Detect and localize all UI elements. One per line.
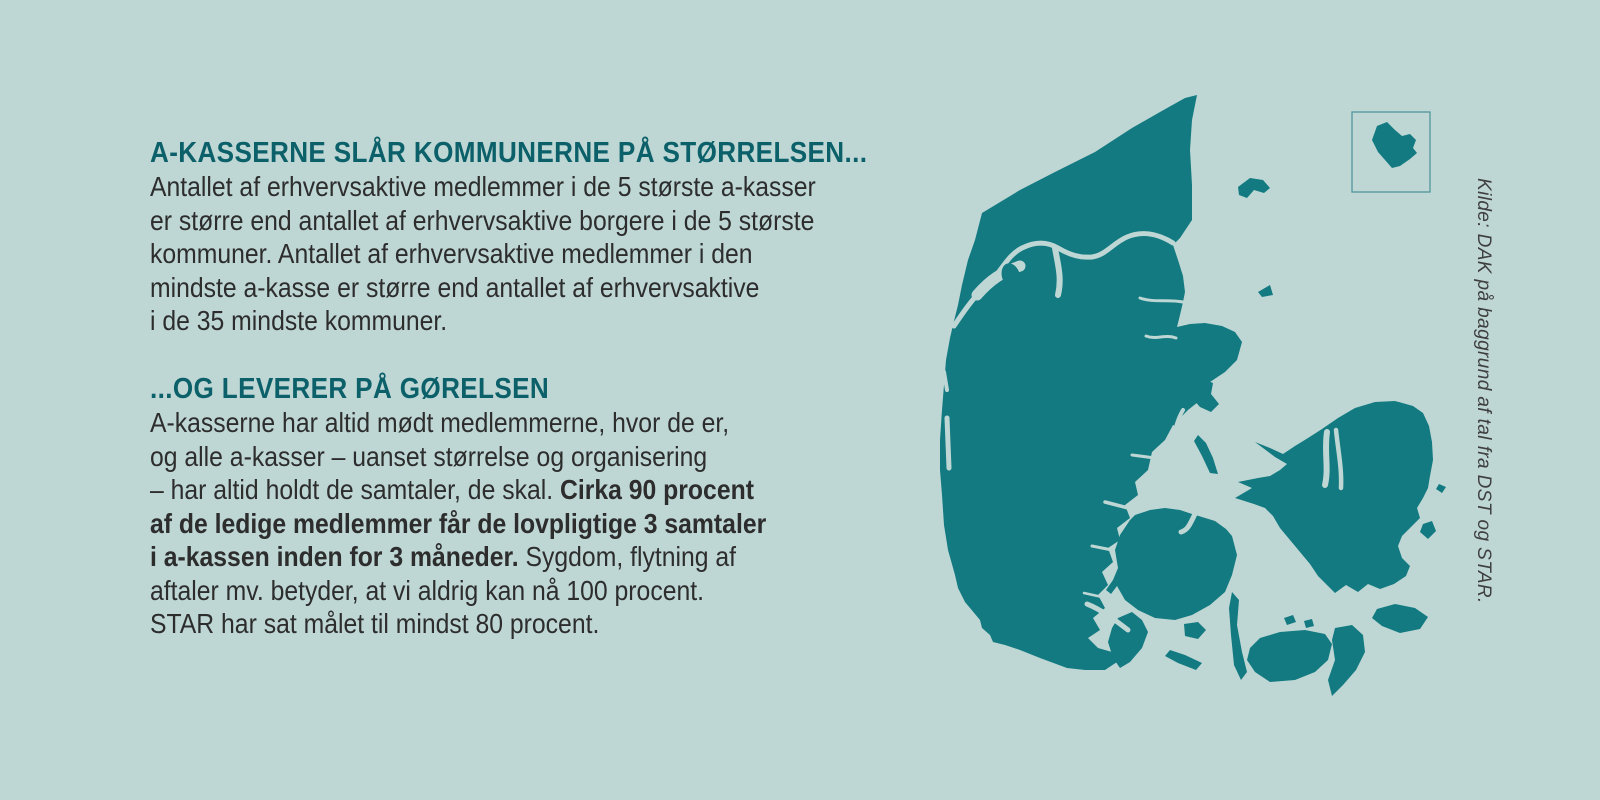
section2-paragraph (150, 406, 766, 641)
text-line: er større end antallet af erhvervsaktive borgere i de 5 største (150, 204, 815, 236)
text-line: i de 35 mindste kommuner. (150, 305, 448, 336)
source-note: Kilde: DAK på baggrund af tal fra DST og STAR. (1473, 178, 1494, 604)
langeland-island (1229, 592, 1247, 680)
falster-island (1328, 625, 1365, 696)
section-size-comparison (150, 136, 867, 338)
smaalands-islet-2 (1304, 619, 1314, 628)
text-line: – har altid holdt de samtaler, de skal. Cirka 90 procent (150, 474, 754, 505)
text-line: STAR har sat målet til mindst 80 procent. (150, 608, 600, 639)
funen-island (1106, 508, 1237, 620)
anholt-island (1258, 285, 1273, 297)
text-line: og alle a-kasser – uanset størrelse og organisering (150, 440, 708, 472)
section2-heading: ...OG LEVERER PÅ GØRELSEN (150, 373, 550, 405)
moen-island (1372, 604, 1428, 633)
laesoe-island (1238, 178, 1270, 198)
lolland-island (1247, 630, 1332, 682)
taasinge-island (1184, 622, 1206, 639)
section-delivery (150, 372, 766, 641)
section1-paragraph (150, 170, 867, 338)
isefjord (1325, 432, 1327, 485)
sejeroe-island (1194, 435, 1218, 474)
amager-island (1420, 521, 1436, 539)
randers-fjord (1146, 336, 1176, 338)
text-line: Antallet af erhvervsaktive medlemmer i de 5 største a-kasser (150, 171, 816, 202)
text-line: af de ledige medlemmer får de lovpligtige 3 samtaler (150, 507, 767, 539)
hven-island (1436, 484, 1446, 493)
text-line: kommuner. Antallet af erhvervsaktive medlemmer i den (150, 238, 753, 269)
aeroe-island (1165, 650, 1202, 670)
smaalands-islet-1 (1284, 615, 1296, 625)
text-line: i a-kassen inden for 3 måneder. Sygdom, flytning af (150, 541, 737, 572)
text-line: aftaler mv. betyder, at vi aldrig kan nå 100 procent. (150, 574, 704, 606)
text-line: mindste a-kasse er større end antallet af erhvervsaktive (150, 271, 760, 303)
ringkoebing-fjord-lagoon (947, 418, 949, 468)
denmark-landmasses (940, 95, 1446, 696)
section1-heading: A-KASSERNE SLÅR KOMMUNERNE PÅ STØRRELSEN... (150, 137, 868, 169)
denmark-map (880, 80, 1460, 800)
bornholm-island (1372, 122, 1417, 168)
text-line: A-kasserne har altid mødt medlemmerne, hvor de er, (150, 407, 730, 438)
